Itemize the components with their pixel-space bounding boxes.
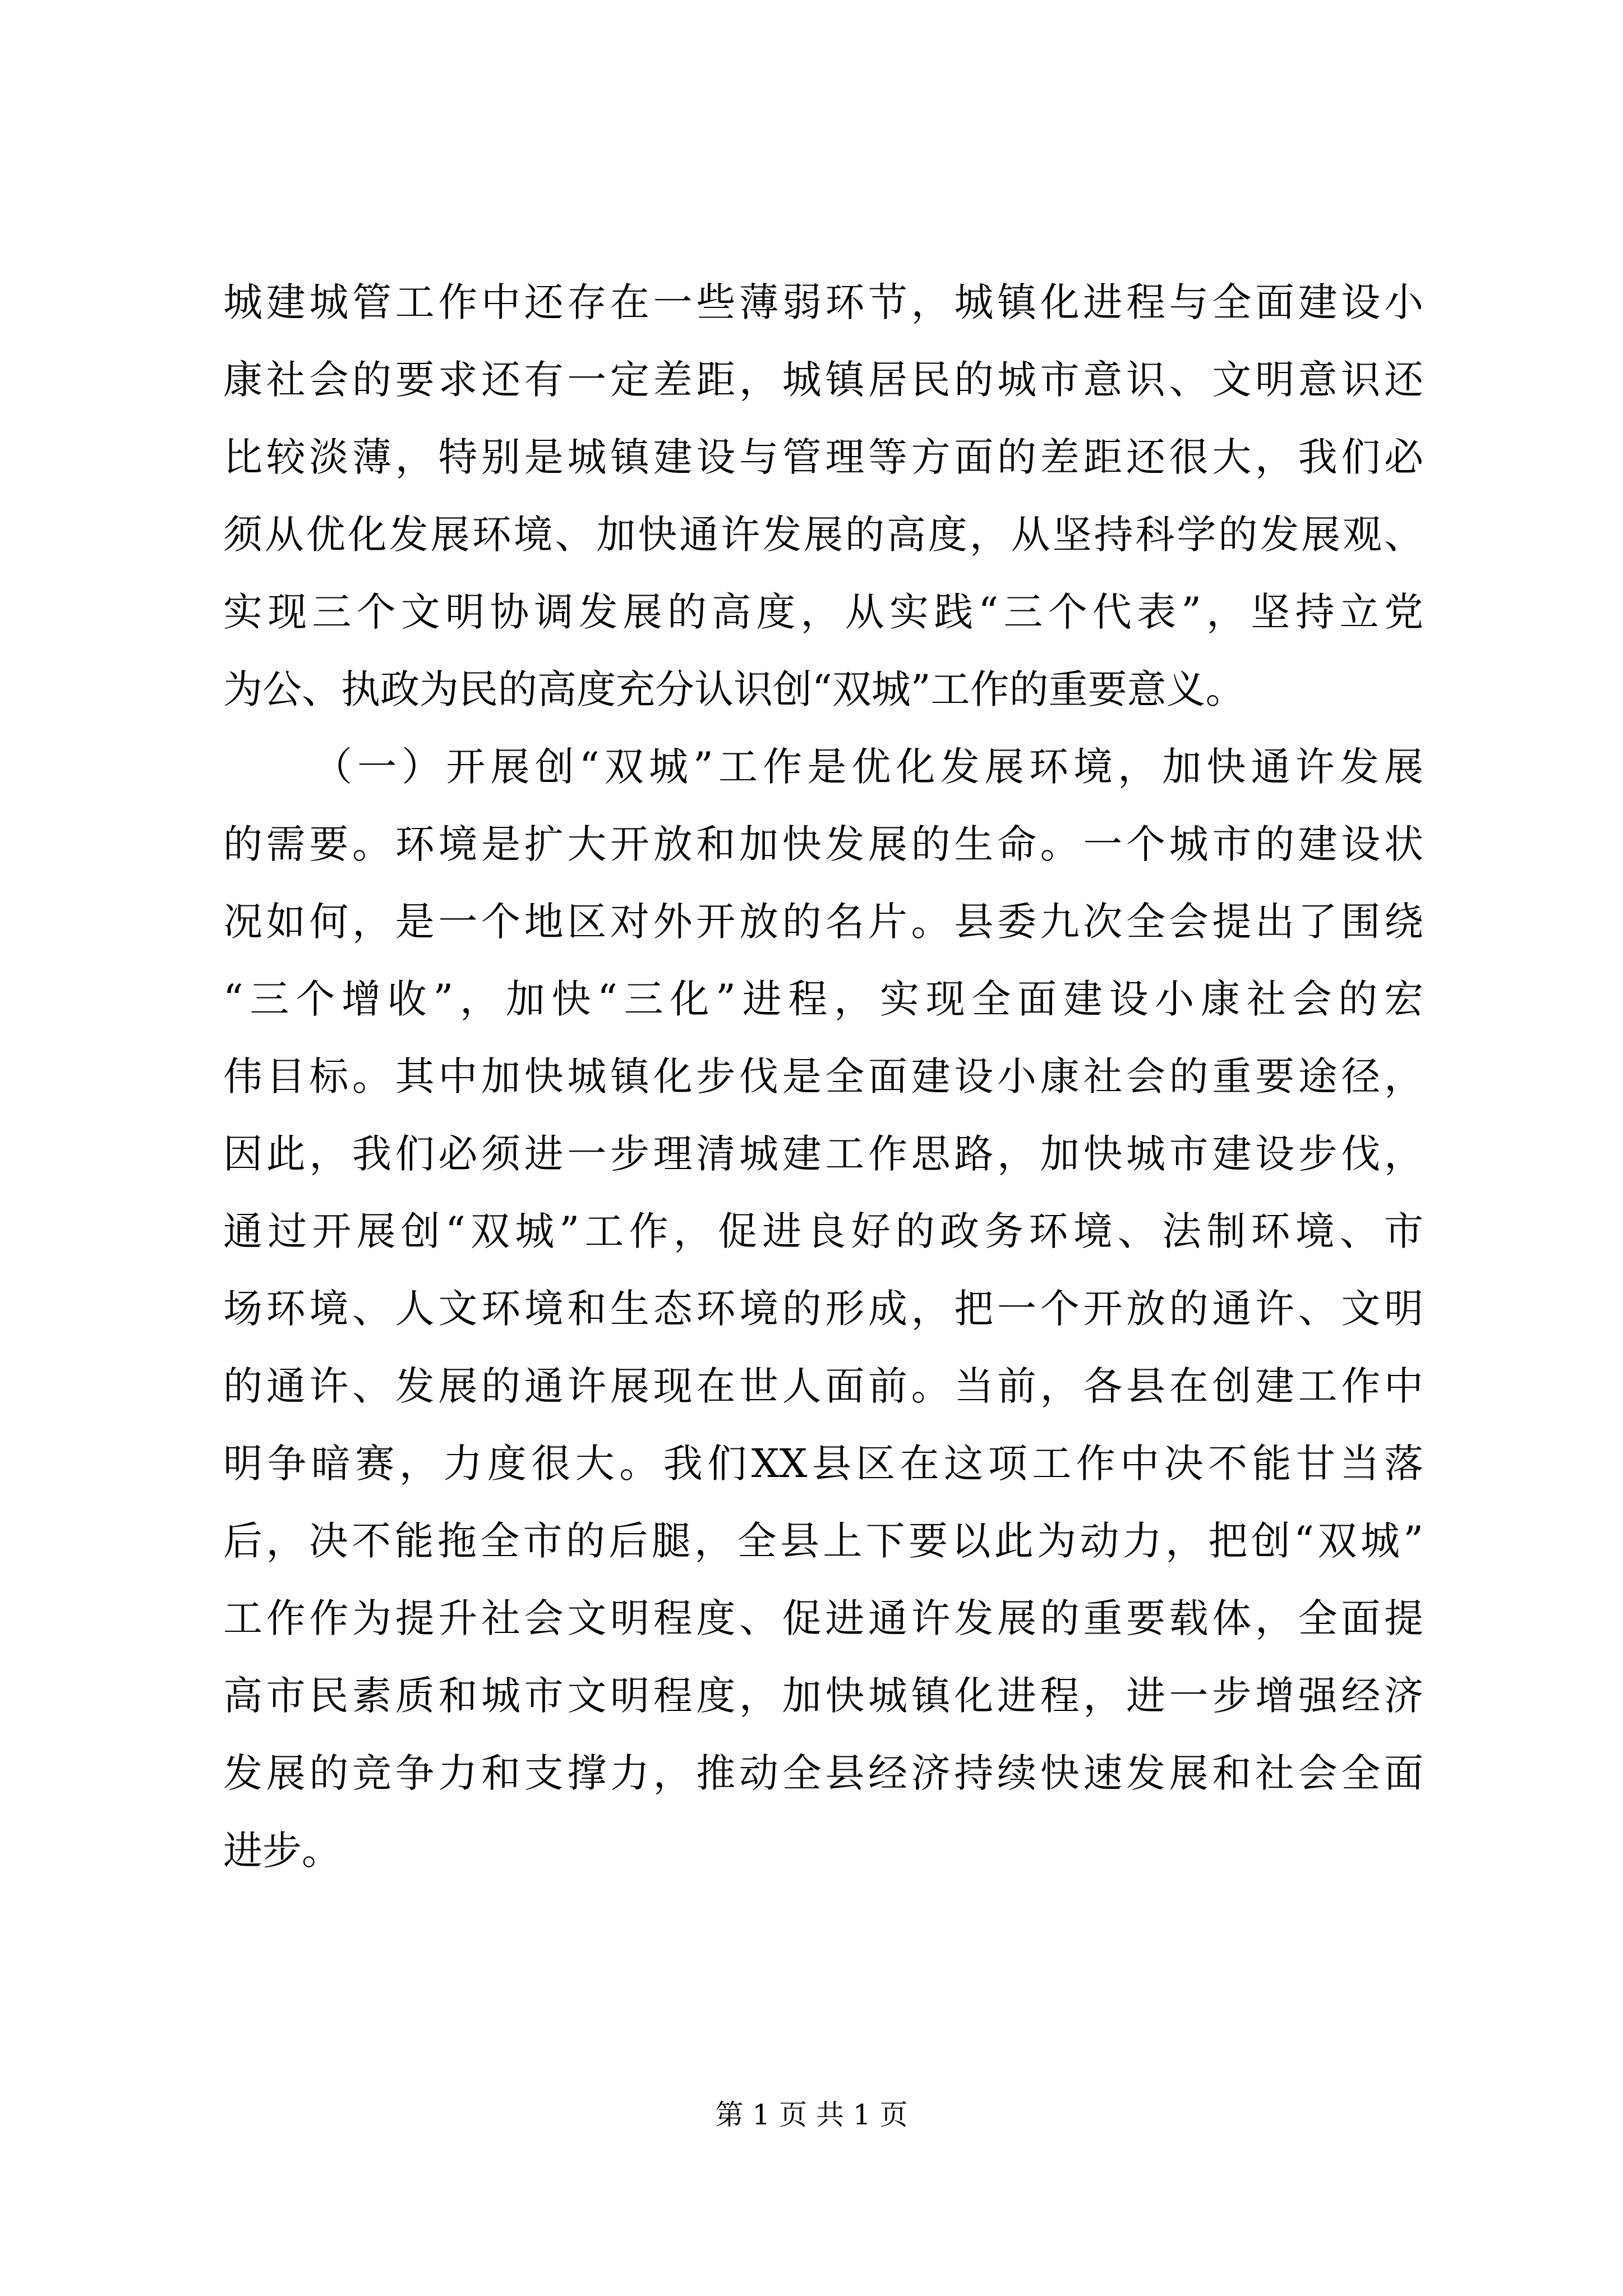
paragraph-2-line-6: 因此，我们必须进一步理清城建工作思路，加快城市建设步伐，	[223, 1131, 1423, 1177]
paragraph-2-line-4: “三个增收”，加快“三化”进程，实现全面建设小康社会的宏	[223, 976, 1423, 1022]
page-number-label: 第 1 页 共 1 页	[715, 2099, 908, 2131]
paragraph-1-line-6: 为公、执政为民的高度充分认识创“双城”工作的重要意义。	[223, 666, 1245, 712]
paragraph-2-line-14: 发展的竞争力和支撑力，推动全县经济持续快速发展和社会全面	[223, 1750, 1423, 1796]
body-text	[223, 264, 1423, 1889]
paragraph-2-line-13: 高市民素质和城市文明程度，加快城镇化进程，进一步增强经济	[223, 1673, 1423, 1719]
paragraph-2-line-12: 工作作为提升社会文明程度、促进通许发展的重要载体，全面提	[223, 1595, 1423, 1641]
paragraph-2-line-2: 的需要。环境是扩大开放和加快发展的生命。一个城市的建设状	[223, 821, 1423, 867]
paragraph-2-line-3: 况如何，是一个地区对外开放的名片。县委九次全会提出了围绕	[223, 899, 1423, 945]
paragraph-2-line-11: 后，决不能拖全市的后腿，全县上下要以此为动力，把创“双城”	[223, 1518, 1423, 1564]
paragraph-1-line-5: 实现三个文明协调发展的高度，从实践“三个代表”，坚持立党	[223, 589, 1423, 635]
paragraph-2-line-15: 进步。	[223, 1828, 341, 1874]
paragraph-2-line-9: 的通许、发展的通许展现在世人面前。当前，各县在创建工作中	[223, 1363, 1423, 1409]
paragraph-2-line-8: 场环境、人文环境和生态环境的形成，把一个开放的通许、文明	[223, 1286, 1423, 1332]
paragraph-1-line-1: 城建城管工作中还存在一些薄弱环节，城镇化进程与全面建设小	[223, 279, 1423, 325]
paragraph-1-line-3: 比较淡薄，特别是城镇建设与管理等方面的差距还很大，我们必	[223, 434, 1423, 480]
paragraph-2-line-5: 伟目标。其中加快城镇化步伐是全面建设小康社会的重要途径，	[223, 1053, 1423, 1099]
paragraph-2-line-10: 明争暗赛，力度很大。我们XX县区在这项工作中决不能甘当落	[223, 1441, 1423, 1487]
paragraph-2-line-7: 通过开展创“双城”工作，促进良好的政务环境、法制环境、市	[223, 1208, 1423, 1254]
paragraph-1-line-4: 须从优化发展环境、加快通许发展的高度，从坚持科学的发展观、	[223, 512, 1423, 558]
paragraph-2-line-1: （一）开展创“双城”工作是优化发展环境，加快通许发展	[313, 744, 1423, 790]
page-footer	[0, 2095, 1623, 2134]
paragraph-1-line-2: 康社会的要求还有一定差距，城镇居民的城市意识、文明意识还	[223, 357, 1423, 403]
